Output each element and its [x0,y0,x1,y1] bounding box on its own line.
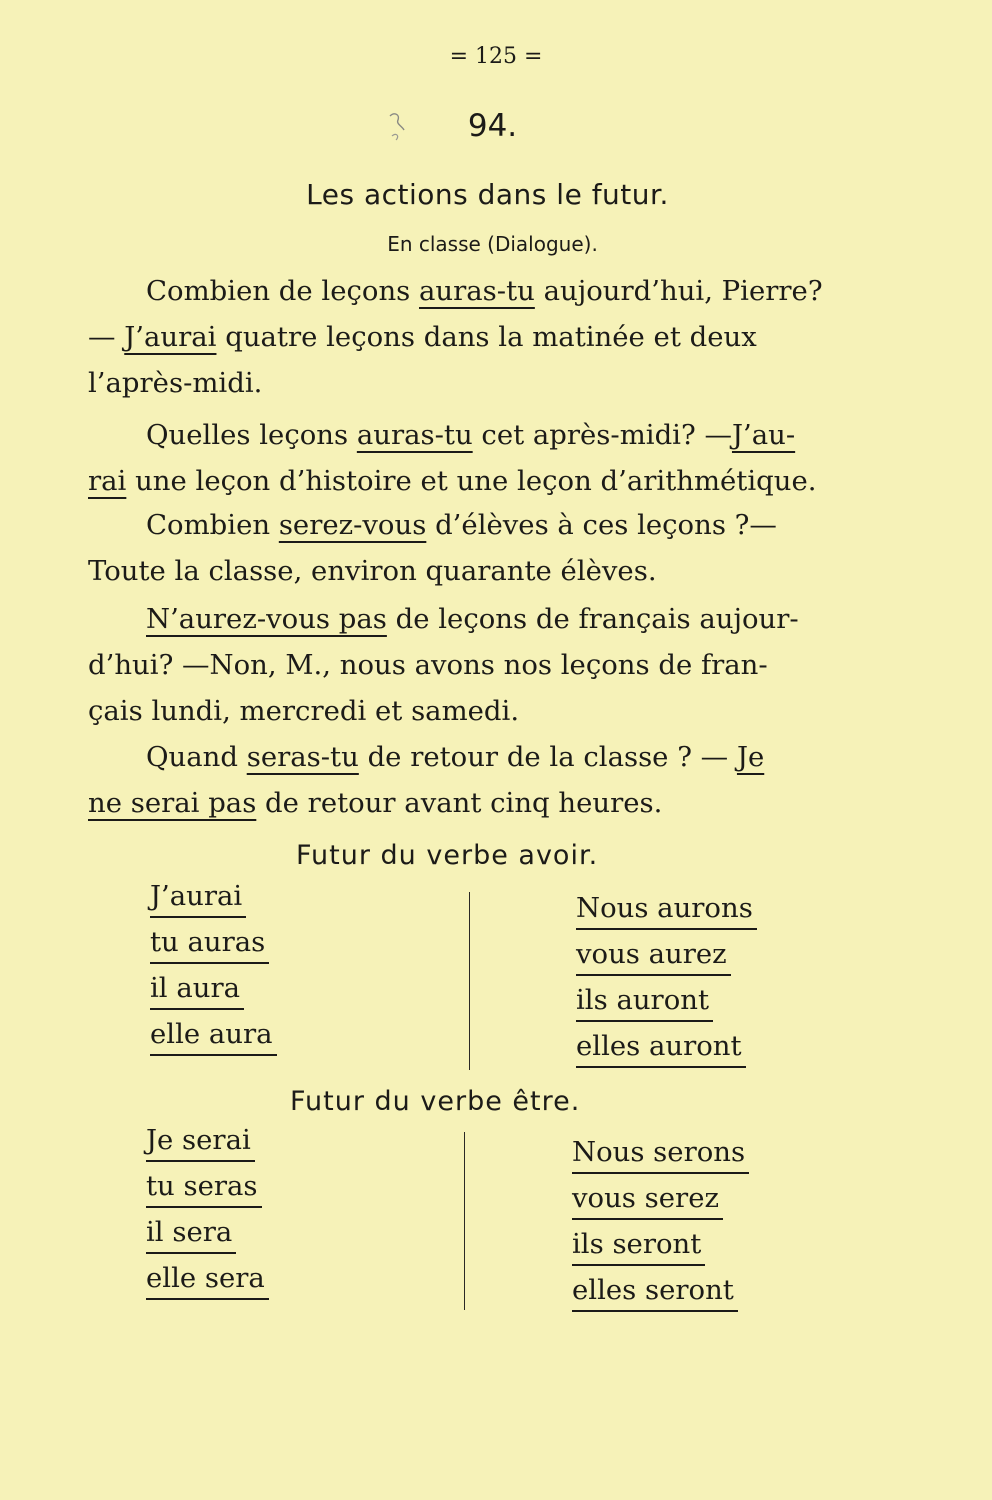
verb-ne-serai-pas: ne serai pas [88,787,257,819]
conjugation-item: vous serez [572,1182,723,1220]
dialogue-paragraph-4 [88,596,858,734]
verb-j-aurai: J’aurai [124,321,217,353]
conjugation-item: elles seront [572,1274,738,1312]
dialogue-paragraph-5 [88,734,858,826]
conjugation-item: J’aurai [150,880,246,918]
verb-serez-vous: serez-vous [278,509,427,541]
text-line: d’hui? —Non, M., nous avons nos leçons de fran- [88,649,768,681]
text-line: Toute la classe, environ quarante élèves. [88,555,657,587]
conjugation-item: il aura [150,972,244,1010]
text-line: l’après-midi. [88,367,263,399]
text-line: N’aurez-vous pas de leçons de français aujour- [146,603,799,635]
conjugation-item: Je serai [146,1124,255,1162]
verb-seras-tu: seras-tu [246,741,359,773]
verb-j-aurai: J’au- [731,419,796,451]
verb-auras-tu: auras-tu [356,419,473,451]
section-heading-avoir: Futur du verbe avoir. [296,840,599,871]
verb-je: Je [736,741,765,773]
conjugation-item: elles auront [576,1030,746,1068]
conjugation-item: vous aurez [576,938,731,976]
conjugation-item: Nous serons [572,1136,749,1174]
verb-n-aurez-vous-pas: N’aurez-vous pas [146,603,387,635]
lesson-subtitle: En classe (Dialogue). [387,232,598,256]
dialogue-paragraph-2 [88,412,858,504]
conjugation-item: ils seront [572,1228,705,1266]
verb-auras-tu: auras-tu [419,275,535,307]
verb-j-aurai-cont: rai [88,465,127,497]
conjugation-item: tu seras [146,1170,262,1208]
text-line: Combien serez-vous d’élèves à ces leçons ?— [146,509,777,541]
conjugation-item: il sera [146,1216,236,1254]
text-line: Quand seras-tu de retour de la classe ? — Je [146,741,765,773]
section-heading-etre: Futur du verbe être. [290,1086,581,1117]
text-line: rai une leçon d’histoire et une leçon d’arithmétique. [88,465,817,497]
dialogue-paragraph-3 [88,502,858,594]
lesson-number: 94. [467,108,518,144]
text-line: ne serai pas de retour avant cinq heures. [88,787,663,819]
text-line: Quelles leçons auras-tu cet après-midi? —J’au- [146,419,796,451]
page-number: = 125 = [449,44,543,69]
conjugation-item: elle sera [146,1262,269,1300]
dialogue-paragraph-1 [88,268,858,406]
text-line: Combien de leçons auras-tu aujourd’hui, Pierre? [146,275,823,307]
column-divider [464,1132,465,1310]
conjugation-item: elle aura [150,1018,277,1056]
column-divider [469,892,470,1070]
conjugation-item: tu auras [150,926,269,964]
text-line: çais lundi, mercredi et samedi. [88,695,520,727]
conjugation-item: ils auront [576,984,713,1022]
lesson-title: Les actions dans le futur. [306,178,669,211]
text-line: — J’aurai quatre leçons dans la matinée et deux [88,321,757,353]
conjugation-item: Nous aurons [576,892,757,930]
